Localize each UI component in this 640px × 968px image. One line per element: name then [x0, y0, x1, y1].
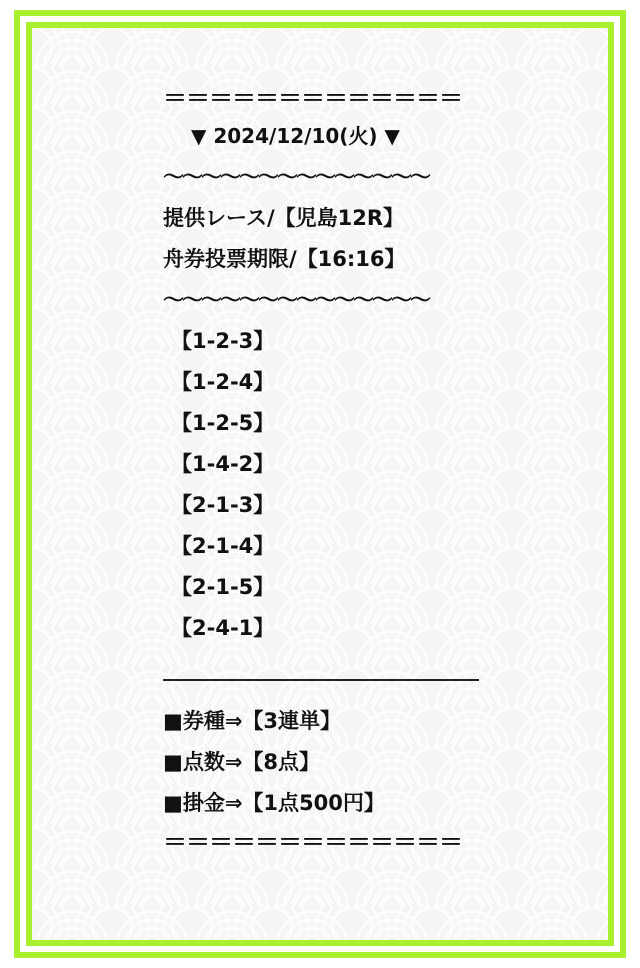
horizontal-rule	[163, 679, 479, 681]
pick-item: 【1-2-3】	[171, 329, 275, 353]
date-line: ▼ 2024/12/10(火) ▼	[191, 124, 400, 148]
stake-line: ■掛金⇒【1点500円】	[163, 791, 385, 815]
betting-tip-card	[163, 80, 483, 860]
bet-type-line: ■券種⇒【3連単】	[163, 709, 342, 733]
pick-item: 【2-1-5】	[171, 575, 275, 599]
spacer	[163, 649, 483, 675]
picks-list	[163, 321, 483, 649]
pick-item: 【2-1-4】	[171, 534, 275, 558]
pick-item: 【2-4-1】	[171, 616, 275, 640]
wave-divider-bottom: 〜〜〜〜〜〜〜〜〜〜〜〜〜〜	[163, 288, 429, 312]
pick-item: 【1-4-2】	[171, 452, 275, 476]
pick-item: 【1-2-5】	[171, 411, 275, 435]
points-line: ■点数⇒【8点】	[163, 750, 321, 774]
bottom-divider: ＝＝＝＝＝＝＝＝＝＝＝＝＝	[163, 828, 462, 856]
race-line: 提供レース/【児島12R】	[163, 206, 405, 230]
deadline-line: 舟券投票期限/【16:16】	[163, 247, 406, 271]
pick-item: 【2-1-3】	[171, 493, 275, 517]
top-divider: ＝＝＝＝＝＝＝＝＝＝＝＝＝	[163, 84, 462, 112]
pick-item: 【1-2-4】	[171, 370, 275, 394]
wave-divider-top: 〜〜〜〜〜〜〜〜〜〜〜〜〜〜	[163, 165, 429, 189]
